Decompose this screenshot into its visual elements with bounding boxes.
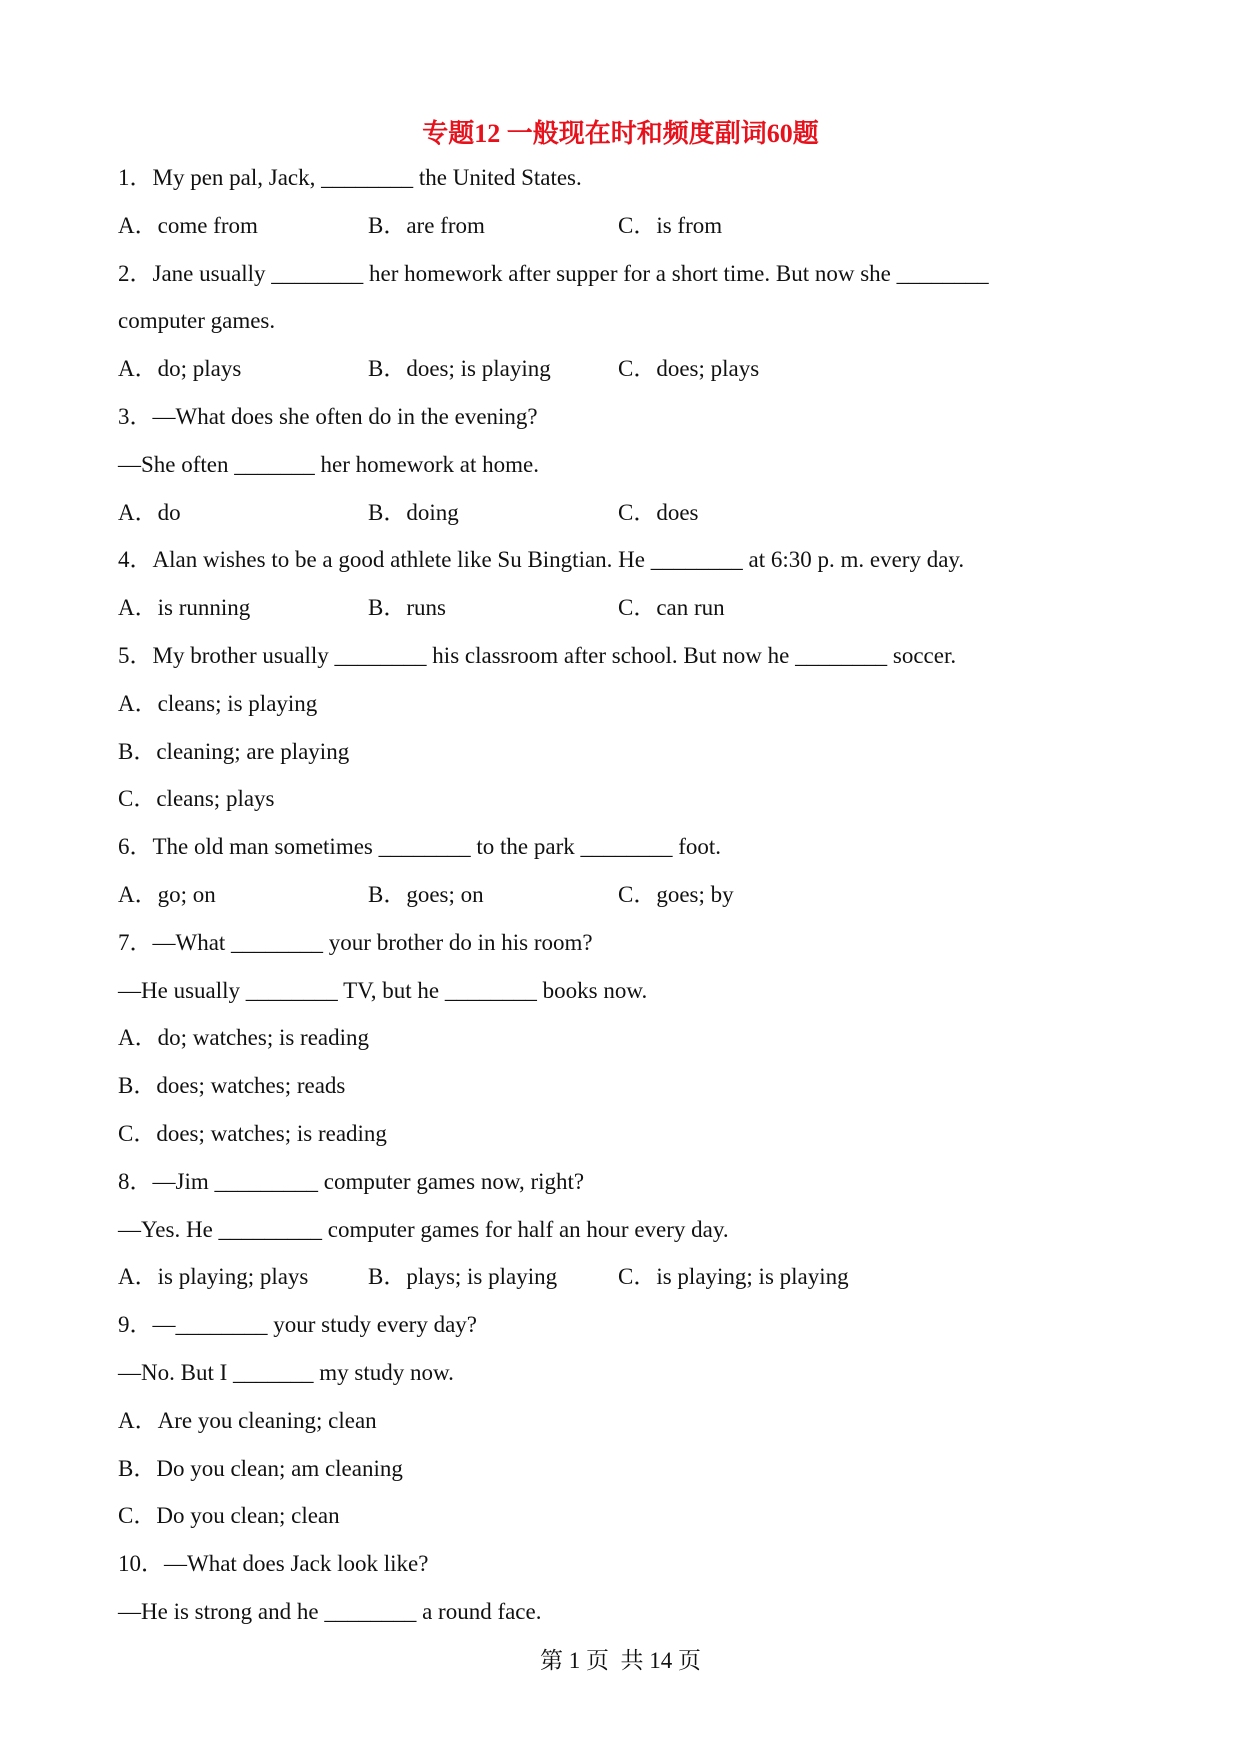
- question-line: 1．My pen pal, Jack, ________ the United States.: [118, 165, 582, 190]
- option-text: B．does; is playing: [368, 356, 551, 382]
- page-footer: [0, 1646, 1241, 1676]
- question-line: A．do; watches; is reading: [118, 1025, 370, 1051]
- options-row: [118, 212, 1128, 260]
- question-line: —He usually ________ TV, but he ________ books now.: [118, 977, 648, 1003]
- document-title: 专题12 一般现在时和频度副词60题: [422, 119, 819, 148]
- question-line: 2．Jane usually ________ her homework after supper for a short time. But now she ________: [118, 260, 989, 286]
- question-line: computer games.: [118, 308, 276, 334]
- option-text: B．are from: [368, 212, 485, 238]
- options-row: [118, 1263, 1128, 1311]
- option-text: C．can run: [618, 595, 725, 621]
- option-text: A．is playing; plays: [118, 1264, 309, 1290]
- question-line: 5．My brother usually ________ his classroom after school. But now he ________ soccer.: [118, 642, 957, 668]
- option-text: C．is from: [618, 212, 723, 238]
- question-line: 7．—What ________ your brother do in his room?: [118, 929, 593, 955]
- question-line: —She often _______ her homework at home.: [118, 451, 539, 477]
- question-line: B．cleaning; are playing: [118, 738, 350, 764]
- question-line: 6．The old man sometimes ________ to the park ________ foot.: [118, 834, 722, 860]
- question-line: C．Do you clean; clean: [118, 1503, 340, 1529]
- options-row: [118, 594, 1128, 642]
- options-row: [118, 499, 1128, 547]
- question-list: [118, 164, 1128, 1646]
- footer-mid: 页 共: [586, 1648, 644, 1673]
- option-text: C．is playing; is playing: [618, 1264, 849, 1290]
- question-line: 9．—________ your study every day?: [118, 1312, 477, 1338]
- option-text: A．do: [118, 499, 181, 525]
- option-text: B．goes; on: [368, 881, 484, 907]
- question-line: C．cleans; plays: [118, 786, 275, 812]
- option-text: A．is running: [118, 595, 251, 621]
- option-text: B．plays; is playing: [368, 1264, 558, 1290]
- option-text: C．does: [618, 499, 699, 525]
- footer-prefix: 第: [540, 1648, 563, 1673]
- option-text: A．go; on: [118, 881, 216, 907]
- question-line: A．Are you cleaning; clean: [118, 1407, 377, 1433]
- question-line: 8．—Jim _________ computer games now, right?: [118, 1168, 585, 1194]
- footer-page-number: 1: [568, 1648, 581, 1673]
- question-line: 10．—What does Jack look like?: [118, 1551, 429, 1577]
- footer-suffix: 页: [678, 1648, 701, 1673]
- question-line: C．does; watches; is reading: [118, 1120, 387, 1146]
- question-line: A．cleans; is playing: [118, 690, 318, 716]
- question-line: —Yes. He _________ computer games for half an hour every day.: [118, 1216, 729, 1242]
- option-text: A．do; plays: [118, 356, 242, 382]
- option-text: C．does; plays: [618, 356, 760, 382]
- question-line: B．Do you clean; am cleaning: [118, 1455, 403, 1481]
- options-row: [118, 881, 1128, 929]
- question-line: B．does; watches; reads: [118, 1073, 346, 1099]
- option-text: A．come from: [118, 212, 258, 238]
- question-line: —He is strong and he ________ a round face.: [118, 1598, 542, 1624]
- options-row: [118, 355, 1128, 403]
- option-text: B．runs: [368, 595, 446, 621]
- question-line: 3．—What does she often do in the evening?: [118, 403, 538, 429]
- footer-total-pages: 14: [649, 1648, 673, 1673]
- question-line: —No. But I _______ my study now.: [118, 1359, 454, 1385]
- option-text: B．doing: [368, 499, 459, 525]
- question-line: 4．Alan wishes to be a good athlete like Su Bingtian. He ________ at 6:30 p. m. every day.: [118, 547, 965, 573]
- option-text: C．goes; by: [618, 881, 734, 907]
